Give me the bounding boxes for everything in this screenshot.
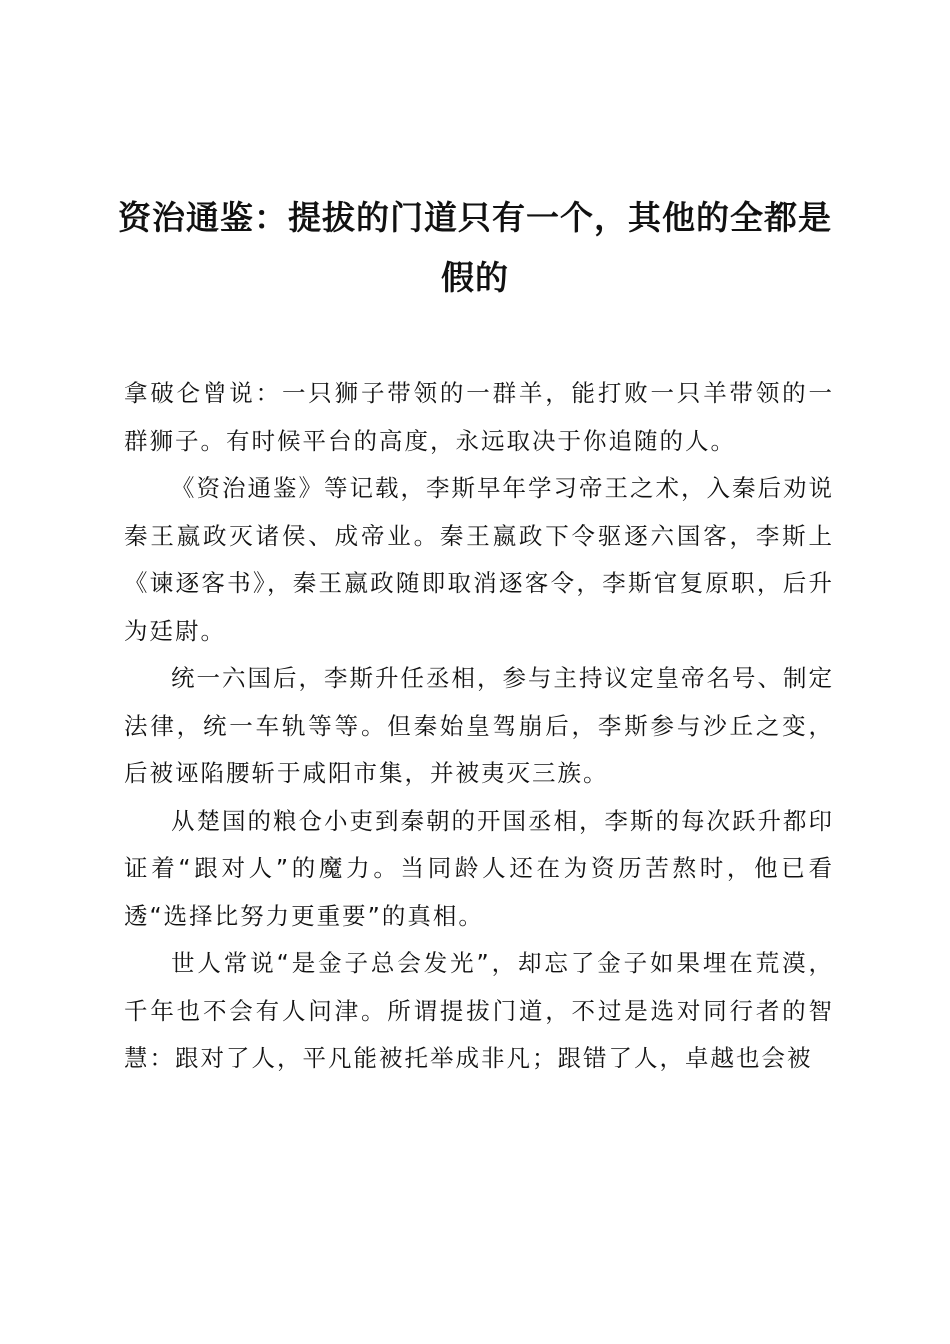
paragraph-intro-quote: 拿破仑曾说：一只狮子带领的一群羊，能打败一只羊带领的一群狮子。有时候平台的高度，永远取决于你追随的人。 [124,379,834,455]
paragraph-gold-analogy: 世人常说“是金子总会发光”，却忘了金子如果埋在荒漠，千年也不会有人问津。所谓提拔门道，不过是选对同行者的智慧：跟对了人，平凡能被托举成非凡；跟错了人，卓越也会被 [124,949,834,1072]
document-title: 资治通鉴：提拔的门道只有一个，其他的全都是假的 [118,198,832,297]
document-body [124,370,834,1083]
paragraph-follow-right-person: 从楚国的粮仓小吏到秦朝的开国丞相，李斯的每次跃升都印证着“跟对人”的魔力。当同龄人还在为资历苦熬时，他已看透“选择比努力更重要”的真相。 [124,806,834,930]
paragraph-lisi-chancellor: 统一六国后，李斯升任丞相，参与主持议定皇帝名号、制定法律，统一车轨等等。但秦始皇驾崩后，李斯参与沙丘之变，后被诬陷腰斩于咸阳市集，并被夷灭三族。 [124,664,834,787]
paragraph-lisi-early-career: 《资治通鉴》等记载，李斯早年学习帝王之术，入秦后劝说秦王嬴政灭诸侯、成帝业。秦王嬴政下令驱逐六国客，李斯上《谏逐客书》，秦王嬴政随即取消逐客令，李斯官复原职，后升为廷尉。 [124,474,834,645]
